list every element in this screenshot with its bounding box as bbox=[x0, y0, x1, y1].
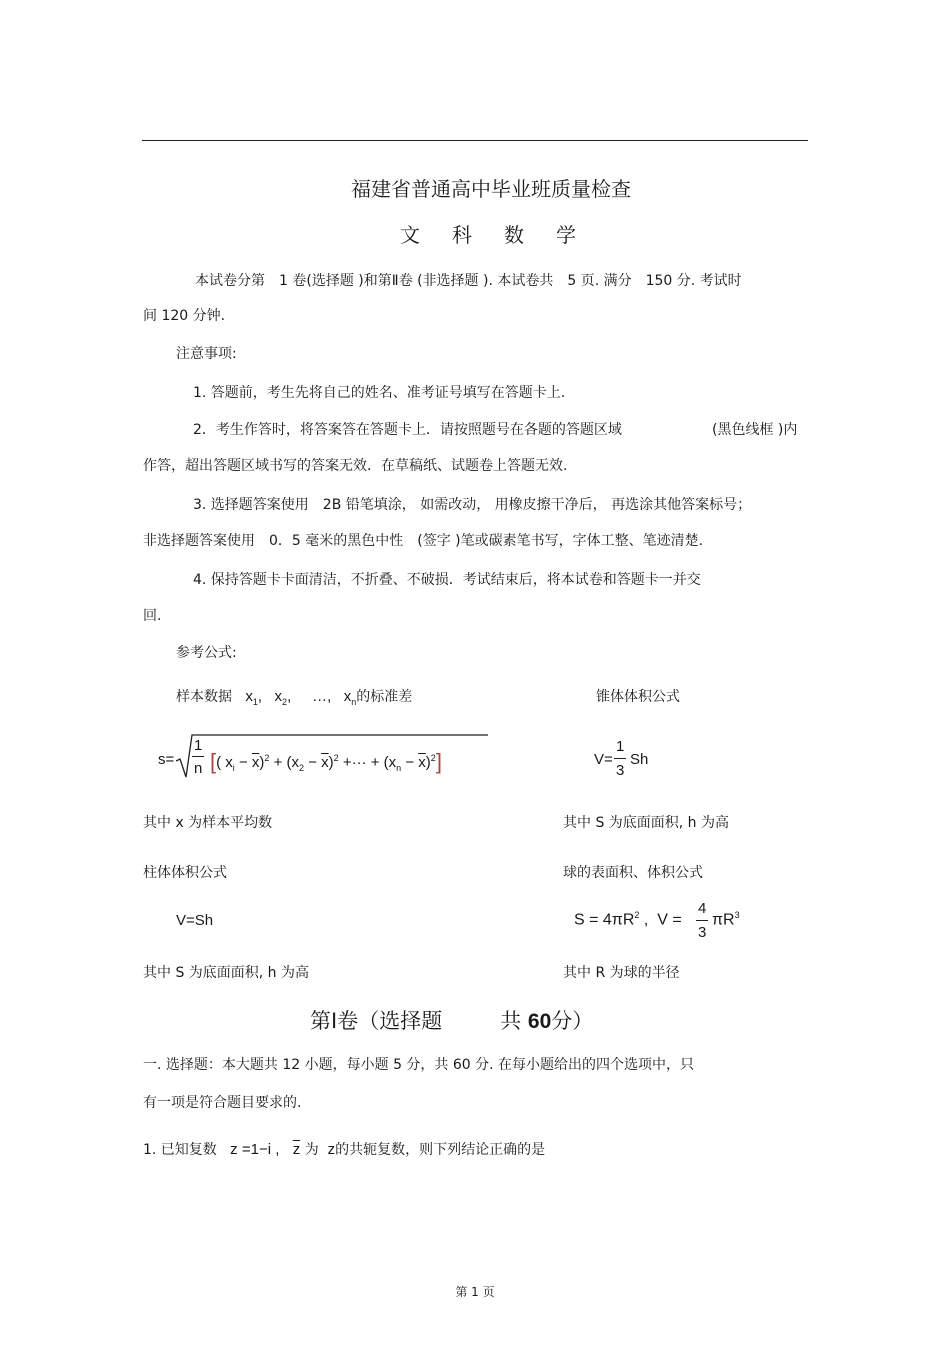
std-frac-num: 1 bbox=[194, 737, 203, 754]
sample-data-label: 样本数据 $x_1$, $x_2$, …, $x_n$的标准差 bbox=[176, 688, 413, 707]
std-frac-den: n bbox=[194, 760, 203, 777]
cone-frac-num: 1 bbox=[616, 738, 625, 755]
cone-volume-formula bbox=[594, 738, 674, 782]
intro-line-2: 间 120 分钟. bbox=[143, 308, 226, 324]
part1-heading: 第Ⅰ卷（选择题 共 60分） bbox=[310, 1009, 594, 1033]
notes-heading: 注意事项: bbox=[176, 346, 237, 362]
notes-item-4-cont: 回. bbox=[143, 608, 162, 624]
std-dev-formula bbox=[158, 733, 498, 781]
prism-note: 其中 S 为底面面积, h 为高 bbox=[143, 965, 310, 981]
notes-item-4: 4. 保持答题卡卡面清洁，不折叠、不破损．考试结束后，将本试卷和答题卡一并交 bbox=[193, 572, 701, 588]
notes-item-1: 1. 答题前，考生先将自己的姓名、准考证号填写在答题卡上. bbox=[193, 385, 566, 401]
page-subtitle: 文 科 数 学 bbox=[400, 223, 582, 247]
question-1: 1. 已知复数 z =1−i , $\overline{z}$ 为 z的共轭复数，则下列结论正确的是 bbox=[143, 1141, 546, 1158]
notes-item-2b: (黑色线框 )内 bbox=[712, 422, 798, 438]
part1-instructions-2: 有一项是符合题目要求的. bbox=[143, 1095, 302, 1111]
cone-rhs: Sh bbox=[630, 751, 649, 768]
xbar-note: 其中 x 为样本平均数 bbox=[143, 815, 273, 831]
std-frac-bar bbox=[192, 756, 204, 757]
formulas-heading: 参考公式: bbox=[176, 645, 237, 661]
notes-item-3-cont: 非选择题答案使用 0．5 毫米的黑色中性 (签字 )笔或碳素笔书写，字体工整、笔迹清楚. bbox=[143, 533, 704, 549]
page-title: 福建省普通高中毕业班质量检查 bbox=[351, 177, 631, 201]
cone-note: 其中 S 为底面面积, h 为高 bbox=[563, 815, 730, 831]
std-dev-lhs: s= bbox=[158, 751, 175, 768]
header-rule bbox=[142, 140, 808, 141]
sphere-formula: $S = 4\pi R^2$ , V = 4 3 $\pi R^3$ bbox=[574, 900, 740, 941]
intro-line-1: 本试卷分第 1 卷(选择题 )和第Ⅱ卷 (非选择题 ). 本试卷共 5 页. 满分 150 分. 考试时 bbox=[195, 273, 742, 289]
cone-volume-label: 锥体体积公式 bbox=[596, 689, 680, 705]
cone-lhs: V= bbox=[594, 751, 613, 768]
std-dev-sum: [( $x_i - \overline{x})^2 + (x_2 - \overline{x})^2$ +··· + $(x_n - \overline{x})^2$] bbox=[210, 749, 442, 774]
sphere-note: 其中 R 为球的半径 bbox=[563, 965, 680, 981]
notes-item-3: 3. 选择题答案使用 2B 铅笔填涂， 如需改动， 用橡皮擦干净后， 再选涂其他答案标号； bbox=[193, 497, 752, 513]
page-number: 第 1 页 bbox=[455, 1285, 495, 1299]
prism-volume-label: 柱体体积公式 bbox=[143, 865, 227, 881]
part1-instructions-1: 一. 选择题：本大题共 12 小题，每小题 5 分，共 60 分. 在每小题给出的四个选项中，只 bbox=[143, 1057, 695, 1073]
cone-frac-bar bbox=[614, 758, 626, 759]
notes-item-2a: 2．考生作答时，将答案答在答题卡上．请按照题号在各题的答题区域 bbox=[193, 422, 622, 438]
notes-item-2-cont: 作答，超出答题区域书写的答案无效．在草稿纸、试题卷上答题无效. bbox=[143, 458, 568, 474]
cone-frac-den: 3 bbox=[616, 762, 625, 779]
prism-formula: V=Sh bbox=[176, 912, 214, 929]
sphere-formula-label: 球的表面积、体积公式 bbox=[563, 865, 703, 881]
